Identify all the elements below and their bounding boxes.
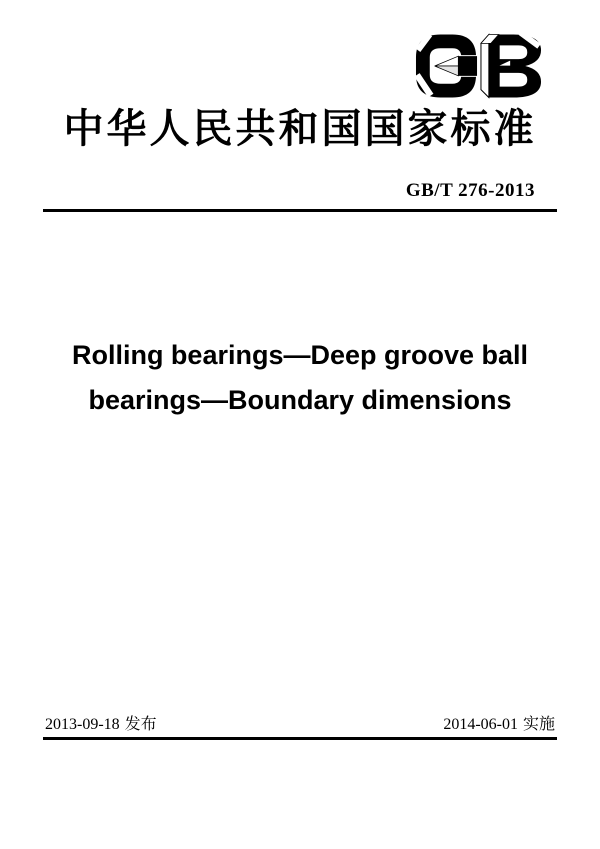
gb-logo-icon [415,33,543,99]
english-title [0,333,600,423]
implementation-date [443,715,555,735]
issue-date-label: 发布 [124,716,157,733]
national-standard-heading: 中华人民共和国国家标准 [63,107,537,151]
footer-dates [45,715,555,735]
standard-code: GB/T 276-2013 [405,180,535,201]
top-rule [43,209,557,212]
bottom-rule [43,737,557,740]
issue-date-value: 2013-09-18 [45,716,120,733]
english-title-line2: bearings—Boundary dimensions [88,385,512,415]
implementation-date-value: 2014-06-01 [443,716,518,733]
gb-logo [415,33,543,99]
issue-date [45,715,157,735]
implementation-date-label: 实施 [522,716,555,733]
english-title-line1: Rolling bearings—Deep groove ball [71,340,529,370]
